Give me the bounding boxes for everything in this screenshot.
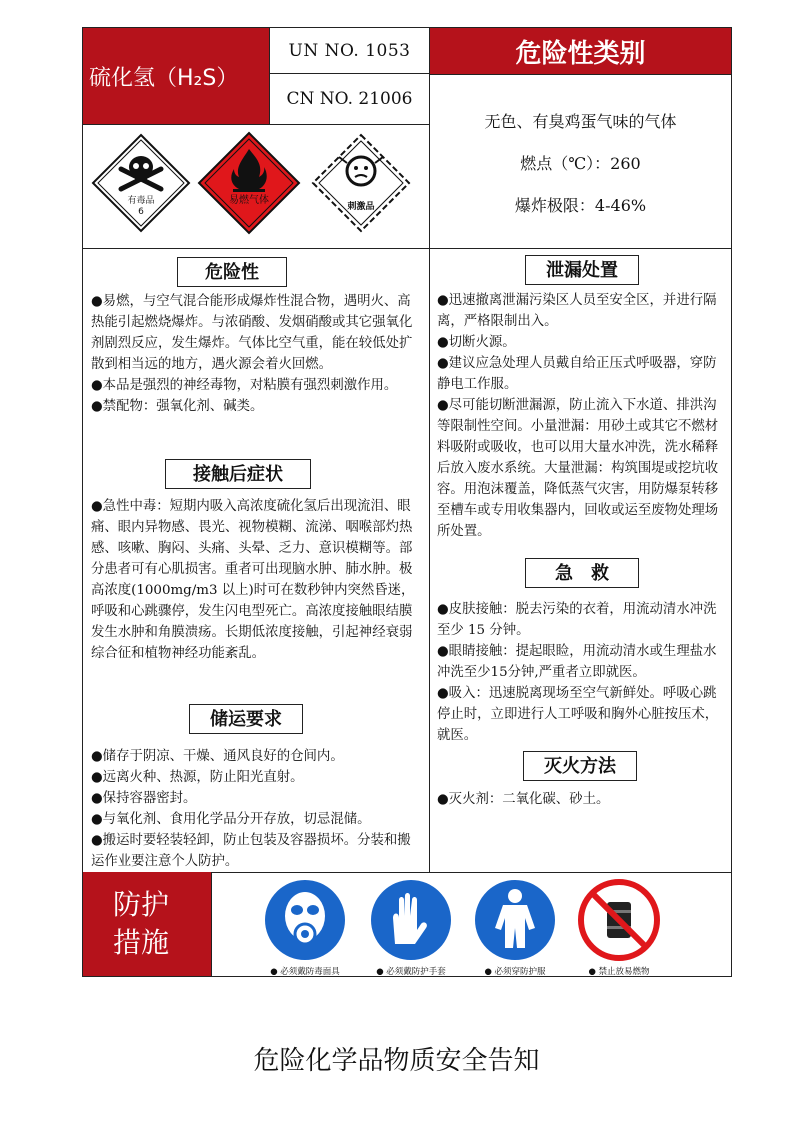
- ppe-suit: [465, 878, 565, 977]
- symptoms-item: ●急性中毒：短期内吸入高浓度硫化氢后出现流泪、眼痛、眼内异物感、畏光、视物模糊、流涕、咽喉部灼热感、咳嗽、胸闷、头痛、头晕、乏力、意识模糊等。部分患者可有心肌损害。重者可出现脑水肿、肺水肿。极高浓度(1000mg/m3 以上)时可在数秒钟内突然昏迷，呼吸和心跳骤停，发生闪电型死亡。高浓度接触眼结膜发生水肿和角膜溃疡。长期低浓度接触，引起神经衰弱综合征和植物神经功能紊乱。: [91, 499, 415, 661]
- chemical-name: 硫化氢（H₂S）: [83, 28, 269, 124]
- first-aid-section-body: [437, 599, 727, 746]
- leak-item: ●迅速撤离泄漏污染区人员至安全区，并进行隔离，严格限制出入。: [437, 293, 717, 329]
- leak-item: ●切断火源。: [437, 335, 516, 350]
- hazard-item: ●本品是强烈的神经毒物，对粘膜有强烈刺激作用。: [91, 378, 398, 393]
- protective-suit-icon: [473, 878, 557, 962]
- storage-item: ●搬运时要轻装轻卸，防止包装及容器损坏。分装和搬运作业要注意个人防护。: [91, 833, 411, 869]
- ppe-gloves: [361, 878, 461, 977]
- flame-icon: [197, 131, 301, 235]
- ppe-gas-mask: [255, 878, 355, 977]
- hazard-item: ●禁配物：强氧化剂、碱类。: [91, 399, 264, 414]
- ppe-suit-label: ● 必须穿防护服: [484, 967, 546, 977]
- storage-item: ●储存于阴凉、干燥、通风良好的仓间内。: [91, 749, 344, 764]
- fire-section-title: 灭火方法: [523, 751, 637, 781]
- divider: [83, 248, 731, 249]
- first-aid-item: ●吸入：迅速脱离现场至空气新鲜处。呼吸心跳停止时，立即进行人工呼吸和胸外心脏按压术，就医。: [437, 686, 719, 743]
- divider: [211, 872, 212, 976]
- un-number: UN NO. 1053: [269, 28, 429, 74]
- storage-section-body: [91, 746, 423, 872]
- ppe-no-flammables-label: ● 禁止放易燃物: [588, 967, 650, 977]
- hazard-section-title: 危险性: [177, 257, 287, 287]
- hazard-category-title: 危险性类别: [429, 28, 731, 74]
- leak-item: ●建议应急处理人员戴自给正压式呼吸器，穿防静电工作服。: [437, 356, 717, 392]
- ppe-no-flammables: [569, 878, 669, 977]
- skull-crossbones-icon: [91, 133, 191, 233]
- storage-item: ●保持容器密封。: [91, 791, 197, 806]
- explosion-limit-text: 爆炸极限：4-46%: [514, 196, 647, 215]
- description-text: 无色、有臭鸡蛋气味的气体: [484, 112, 677, 131]
- symptoms-section-title: 接触后症状: [165, 459, 311, 489]
- no-flammables-icon: [577, 878, 661, 962]
- leak-section-title: 泄漏处置: [525, 255, 639, 285]
- irritant-label: 刺激品: [347, 202, 375, 212]
- toxic-label: 有毒品: [127, 196, 155, 206]
- fire-item: ●灭火剂：二氧化碳、砂土。: [437, 792, 610, 807]
- footer-title: 危险化学品物质安全告知: [253, 1046, 540, 1076]
- storage-item: ●与氧化剂、食用化学品分开存放，切忌混储。: [91, 812, 371, 827]
- flash-point-text: 燃点（℃）：260: [520, 154, 641, 173]
- hazard-section-body: [91, 291, 423, 417]
- storage-section-title: 储运要求: [189, 704, 303, 734]
- first-aid-section-title: 急 救: [525, 558, 639, 588]
- gloves-icon: [369, 878, 453, 962]
- first-aid-item: ●眼睛接触：提起眼睑，用流动清水或生理盐水冲洗至少15分钟,严重者立即就医。: [437, 644, 717, 680]
- gas-mask-icon: [263, 878, 347, 962]
- safety-card: [82, 27, 732, 977]
- fire-section-body: [437, 789, 727, 810]
- cn-number: CN NO. 21006: [269, 74, 429, 124]
- storage-item: ●远离火种、热源，防止阳光直射。: [91, 770, 304, 785]
- toxic-class: 6: [138, 207, 144, 217]
- flammable-gas-label: 易燃气体: [229, 195, 269, 206]
- first-aid-item: ●皮肤接触：脱去污染的衣着，用流动清水冲洗至少 15 分钟。: [437, 602, 717, 638]
- protection-title-line2: 措施: [113, 926, 170, 959]
- hazard-item: ●易燃，与空气混合能形成爆炸性混合物，遇明火、高热能引起燃烧爆炸。与浓硝酸、发烟硝酸或其它强氧化剂剧烈反应，发生爆炸。气体比空气重，能在较低处扩散到相当远的地方，遇火源会着火回燃。: [91, 294, 413, 372]
- leak-item: ●尽可能切断泄漏源，防止流入下水道、排洪沟等限制性空间。小量泄漏：用砂土或其它不燃材料吸附或吸收，也可以用大量水冲洗，洗水稀释后放入废水系统。大量泄漏：构筑围堤或挖坑收容。用泡沫覆盖，降低蒸气灾害，用防爆泵转移至槽车或专用收集器内，回收或运至废物处理场所处置。: [437, 398, 719, 539]
- ppe-gas-mask-label: ● 必须戴防毒面具: [270, 967, 340, 977]
- irritant-icon: [311, 133, 411, 233]
- physical-properties: [429, 74, 731, 248]
- protection-title-line1: 防护: [113, 888, 170, 921]
- ppe-gloves-label: ● 必须戴防护手套: [376, 967, 446, 977]
- symptoms-section-body: [91, 496, 423, 664]
- hazard-signs: [83, 124, 429, 248]
- leak-section-body: [437, 290, 727, 542]
- protection-title: [83, 872, 211, 976]
- column-divider: [429, 248, 430, 872]
